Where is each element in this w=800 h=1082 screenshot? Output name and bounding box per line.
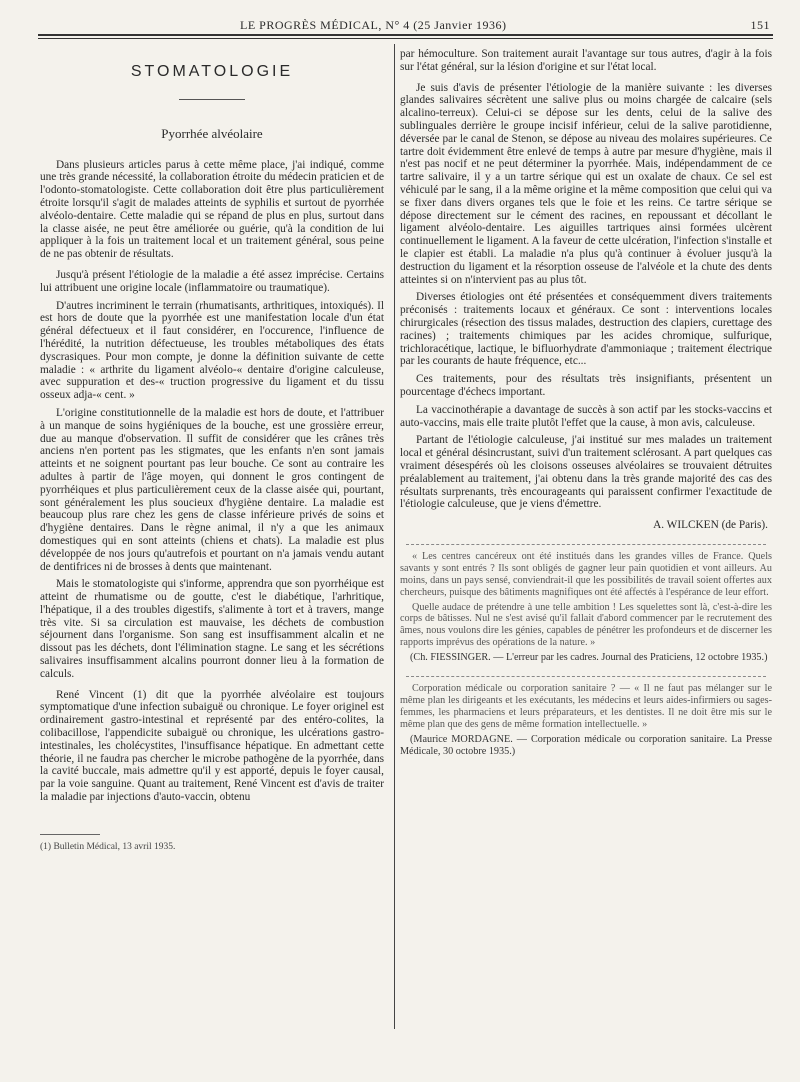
quote-text: Quelle audace de prétendre à une telle ambition ! Les squelettes sont là, c'est-à-dire les corps de bâtisses. Nul ne s'est avisé qu'il fallait d'abord commencer par le recrutement des âmes, nous voulons dire les génies, capables de pénétrer les profondeurs et de discerner les rapports imprévus des opérations de la nature. » xyxy=(400,601,772,649)
paragraph: René Vincent (1) dit que la pyorrhée alvéolaire est toujours symptomatique d'une infection subaiguë ou chronique. Le foyer originel est ordinairement gastro-intestinal et représenté par des entéro-colites, la colibacillose, l'appendicite subaiguë ou chronique, les ulcérations gastro-intestinales, les cholécystites, l'insuffisance hépatique. En admettant cette théorie, il ne faudra pas chercher le microbe pathogène de la pyorrhée, dans la cavité buccale, mais admettre qu'il y est apporté, depuis le foyer causal, par la voie sanguine. Quant au traitement, René Vincent est d'avis de traiter la maladie par injections d'auto-vaccin, obtenu xyxy=(40,688,384,804)
paragraph: D'autres incriminent le terrain (rhumatisants, arthritiques, intoxiqués). Il est hors de doute que la pyorrhée est une manifestation locale d'un état général défectueux et il faut considérer, en l'occurence, l'influence de l'hérédité, la nutrition défectueuse, les troubles métaboliques des états dyscrasiques. Pour mon compte, je donne la définition suivante de cette maladie : « arthrite du ligament alvéolo-« dentaire d'origine calculeuse, avec suppuration et des-« truction progressive du ligament et du tissu osseux adja-« cent. » xyxy=(40,299,384,402)
paragraph: Je suis d'avis de présenter l'étiologie de la manière suivante : les diverses glandes salivaires sécrètent une salive plus ou moins chargée de calcaire (sels alcalino-terreux). Celui-ci se dépose sur les dents, celui de la salive des sublinguales derrière le groupe incisif inférieur, celui de la salive parotidienne, déversée par le canal de Stenon, se dépose au niveau des molaires supérieures. Ce tartre doit évidemment être enlevé de temps à autre par mesure d'hygiène, mais il n'est pas nocif et ne peut déterminer la pyorrhée. Mais, indépendamment de ce tartre salivaire, il y a un tartre sérique qui est un oxalate de chaux. Ce sel est véhiculé par le sang, il a la même origine et la même composition que celui qui va se fixer dans divers organes tels que le foie et les reins. Ce tartre sérique se dépose directement sur le cément des racines, en repoussant et décollant le ligament alvéolo-dentaire. Les aiguilles tartriques ainsi formées ulcèrent continuellement le ligament. A la faveur de cette ulcération, l'infection s'installe et le clapier est établi. La maladie n'a plus qu'à continuer à évoluer jusqu'à la destruction du ligament et la résorption osseuse de l'alvéole et la chute des dents atteintes si on n'intervient pas au plus tôt. xyxy=(400,81,772,286)
footnote: (1) Bulletin Médical, 13 avril 1935. xyxy=(40,841,176,852)
right-column xyxy=(400,48,772,760)
left-column xyxy=(40,48,384,859)
paragraph: L'origine constitutionnelle de la maladie est hors de doute, et l'attribuer à un manque de soins hygiéniques de la bouche, est une grossière erreur, due au manque d'observation. Il suffit de considérer que les crânes très anciens n'en portent pas les stigmates, que les enfants n'en sont jamais atteints et ne soignent pourtant pas leur bouche. Ce sont au contraire les adultes à partir de l'âge moyen, qui donnent le gros contingent de pyorrhéiques et plus particulièrement ceux de la classe aisée qui, pourtant, sont généralement les plus soucieux d'hygiène dentaire. La maladie est beaucoup plus rare chez les gens de classe inférieure privés de soins et d'hygiène dentaires. Dans le règne animal, il n'y a que les animaux domestiques qui en sont atteints (chiens et chats). La maladie est plus développée de nos jours qu'autrefois et pourtant on n'a jamais vendu autant de dentifrices ni de brosses à dents que maintenant. xyxy=(40,406,384,573)
article-title: Pyorrhée alvéolaire xyxy=(161,125,263,141)
footnote-rule xyxy=(40,834,100,835)
paragraph: Diverses étiologies ont été présentées et conséquemment divers traitements préconisés : traitements locaux et généraux. Ce sont : interventions locales chirurgicales (résection des tissus malades, destruction des clapiers, curettage des racines) ; traitements chimiques par les acides chromique, sulfurique, trichloracétique, lactique, le bifluorhydrate d'ammoniaque ; traitement électrique par les courants de haute fréquence, etc... xyxy=(400,291,772,368)
section-title: STOMATOLOGIE xyxy=(130,63,294,80)
separator xyxy=(406,676,766,677)
running-header xyxy=(40,14,770,36)
quote-text: Corporation médicale ou corporation sanitaire ? — « Il ne faut pas mélanger sur le même plan les dirigeants et les exécutants, les médecins et leurs aides-infirmiers ou sages-femmes, les pharmaciens et leurs préparateurs, et les dentistes. Il ne doit être mis sur le même plan que des gens de même formation intellectuelle. » xyxy=(400,683,772,730)
quote-block xyxy=(400,551,772,664)
column-divider xyxy=(394,44,395,1029)
paragraph: Jusqu'à présent l'étiologie de la maladie a été assez imprécise. Certains lui attribuent une origine locale (inflammatoire ou traumatique). xyxy=(40,268,384,294)
separator xyxy=(406,544,766,545)
paragraph: La vaccinothérapie a davantage de succès à son actif par les stocks-vaccins et auto-vaccins, mais elle traite plutôt l'effet que la cause, à mon avis, calculeuse. xyxy=(400,403,772,429)
title-rule xyxy=(179,99,245,100)
paragraph: par hémoculture. Son traitement aurait l'avantage sur tous autres, d'agir à la fois sur l'état général, sur la lésion d'origine et sur l'état local. xyxy=(400,48,772,73)
paragraph: Mais le stomatologiste qui s'informe, apprendra que son pyorrhéique est atteint de rhumatisme ou de goutte, c'est le diabétique, l'arhritique, l'hépatique, il a des troubles digestifs, s'alimente à tort et à travers, mange très vite. Si sa circulation est mauvaise, les déchets de combustion séjournent dans l'organisme. Son sang est insuffisamment alcalin et ne dissout pas les déchets, dont l'élimination stagne. Le sang et les sécrétions salivaires insuffisamment alcalins pourront donner lieu à la formation de calculs. xyxy=(40,578,384,680)
quote-block xyxy=(400,683,772,757)
quote-text: « Les centres cancéreux ont été institués dans les grandes villes de France. Quels savants y sont entrés ? Ils sont obligés de gagner leur pain quotidien et vont ailleurs. Au moins, dans un pays sensé, conviendrait-il que les possibilités de travail soient offertes aux chercheurs, puisque des bâtiments magnifiques ont été affectés à l'espérance de leur effort. xyxy=(400,550,772,598)
paragraph: Dans plusieurs articles parus à cette même place, j'ai indiqué, comme une très grande nécessité, la collaboration étroite du médecin praticien et de l'odonto-stomatologiste. Cette collaboration doit être plus particulièrement étroite lorsqu'il s'agit de malades atteints de syphilis et surtout de pyorrhée alvéolo-dentaire. Cette maladie qui se répand de plus en plus, surtout dans la classe aisée, ne peut être améliorée ou guérie, qu'à la condition de lui appliquer à la fois un traitement local et un traitement général, sous peine de ne pas obtenir de résultats. xyxy=(40,158,384,261)
paragraph: Partant de l'étiologie calculeuse, j'ai institué sur mes malades un traitement local et général désincrustant, suivi d'un traitement sclérosant. A part quelques cas vraiment désespérés où les cloisons osseuses alvéolaires se trouvaient détruites préalablement au traitement, j'ai obtenu dans la très grande majorité des cas des résultats surprenants, très encourageants qui paraissent confirmer l'exactitude de l'étiologie calculeuse, que je viens d'émettre. xyxy=(400,434,772,511)
author-signature: A. WILCKEN (de Paris). xyxy=(653,519,768,532)
header-rule xyxy=(38,34,773,36)
quote-citation: (Ch. FIESSINGER. — L'erreur par les cadres. Journal des Praticiens, 12 octobre 1935.) xyxy=(410,652,768,664)
quote-citation: (Maurice MORDAGNE. — Corporation médicale ou corporation sanitaire. La Presse Médicale, 30 octobre 1935.) xyxy=(400,733,772,757)
journal-title: LE PROGRÈS MÉDICAL, N° 4 (25 Janvier 1936) xyxy=(240,18,507,32)
page-number: 151 xyxy=(750,18,770,32)
paragraph: Ces traitements, pour des résultats très insignifiants, présentent un pourcentage d'échecs important. xyxy=(400,373,772,398)
header-rule-thin xyxy=(38,38,773,39)
